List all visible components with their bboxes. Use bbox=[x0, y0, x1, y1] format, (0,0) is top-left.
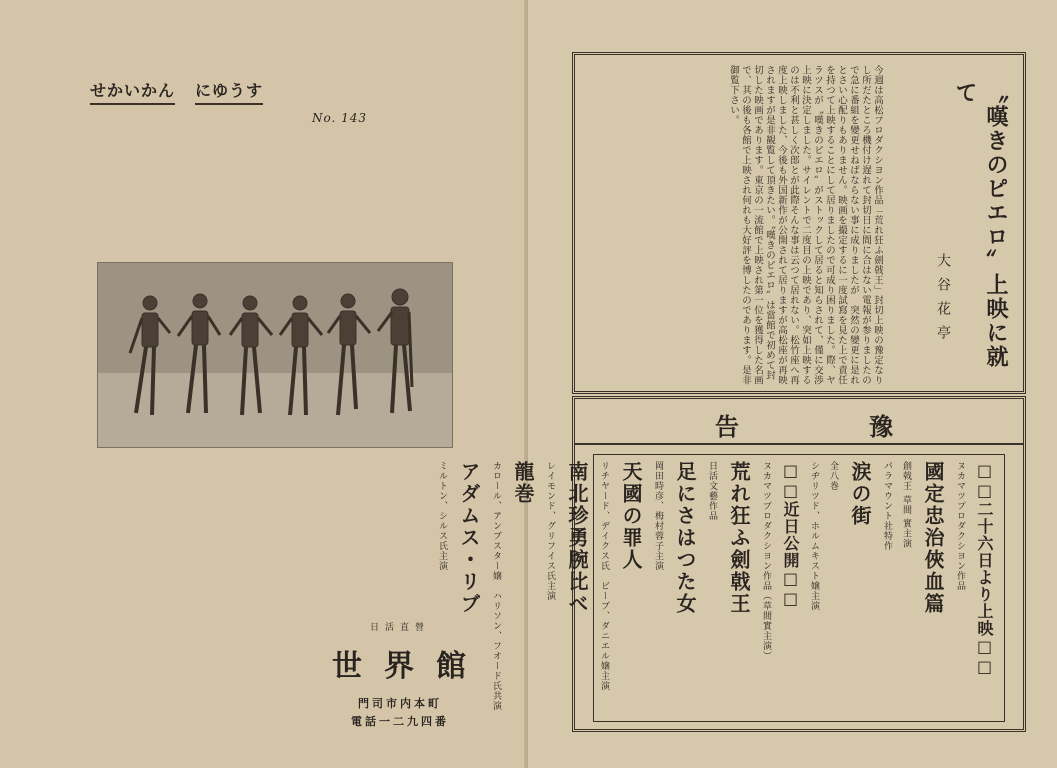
film7-cast: カロール、アンブスター嬢 ハリソン、フオード氏共演 bbox=[491, 461, 501, 711]
film4-cast: 岡田時彦、梅村蓉子主演 bbox=[653, 461, 663, 571]
coming-attractions-box bbox=[437, 396, 1026, 732]
film8-cast: ミルトン、シルス氏主演 bbox=[437, 461, 447, 571]
issue-number: No. 143 bbox=[312, 111, 368, 125]
beach-bathers-photo bbox=[97, 262, 453, 448]
film1-title: 國定忠治俠血篇 bbox=[921, 461, 945, 615]
film2-reels: 全八巻 bbox=[828, 461, 838, 491]
film7-title: 龍巻 bbox=[511, 461, 535, 505]
article-title: 〝嘆きのピエロ〟上映に就て bbox=[952, 81, 1008, 369]
film4-producer: 日活文藝作品 bbox=[707, 461, 717, 521]
theater-phone: 電話一二九四番 bbox=[351, 715, 449, 728]
coming-soon-label: □□近日公開□□ bbox=[781, 461, 800, 609]
film6-cast: レイモンド、グリフイス氏主演 bbox=[545, 461, 555, 601]
film5-title: 天國の罪人 bbox=[619, 461, 643, 571]
film5-cast: リチヤード、デイクス氏 ビーブ、ダニエル嬢主演 bbox=[599, 461, 609, 691]
film3-title: 荒れ狂ふ劍戟王 bbox=[727, 461, 751, 615]
film2-producer: パラマウント社特作 bbox=[882, 461, 892, 551]
series-title bbox=[90, 78, 263, 105]
photo-illustration bbox=[98, 263, 452, 447]
article-author: 大谷花亭 bbox=[935, 253, 951, 349]
film8-title: アダムス・リブ bbox=[457, 461, 481, 615]
film1-staff: 創戟王 草間 實主演 bbox=[901, 461, 911, 549]
theater-address: 門司市内本町 bbox=[358, 697, 442, 710]
notice-heading bbox=[715, 407, 895, 442]
article-body: 今週は高松プロダクシヨン作品「荒れ狂ふ劍戟王」封切上映の豫定なりし所だたところ機付け遅れて封切日に間に合はない電報が参りましたので急に番組を變更せねばならない事に成りましたが 突然の變更に是れとさい心配りもありません。映画を撮定するに一度試寫を見た上で責任を持つて上映することにして居りましたので可成り困りました。際、ヤラツスが〝嘆きのピエロ〟がストックして居ると知らされて、僅に交渉上映に決定しました。サイレントで二度目の上映であり、突如上映するのは不利と甚しく次郎とが此際そんな事は云つて居れない。松竹座へ再度上映しました、今後も外国新作が公開されて居りますが高松座が再映されますが是非観覧して頂きたい。〝嘆きのピエロ〟は當館で初めて封切した映画であります。東京の一流館で上映され第一位を獲得した名画で、其の後も各館で上映され何れも大好評を博したのであります。是非御覧下さい。 bbox=[728, 65, 883, 385]
series-title-part-1: せかいかん bbox=[90, 78, 175, 105]
film4-title: 足にさはつた女 bbox=[673, 461, 697, 615]
notice-divider bbox=[575, 443, 1023, 445]
article-box bbox=[572, 52, 1026, 394]
notice-heading-char-1: 豫 bbox=[869, 412, 895, 441]
theater-affiliation: 日活直營 bbox=[369, 623, 430, 633]
film2-cast: シヂリツド、ホルムキスト嬢主演 bbox=[809, 461, 819, 611]
film2-title: 涙の街 bbox=[848, 461, 872, 527]
film-schedule bbox=[437, 454, 1005, 722]
film1-producer: ヌカマツプロダクシヨン作品 bbox=[955, 461, 965, 591]
theater-name: 世界館 bbox=[332, 649, 488, 684]
film6-title: 南北珍勇腕比べ bbox=[565, 461, 589, 615]
notice-heading-char-2: 告 bbox=[715, 412, 741, 441]
film3-producer: ヌカマツプロダクシヨン作品（草間實主演） bbox=[761, 461, 771, 661]
series-title-part-2: にゆうす bbox=[195, 78, 263, 105]
screening-date: □□二十六日より上映□□ bbox=[975, 461, 994, 677]
